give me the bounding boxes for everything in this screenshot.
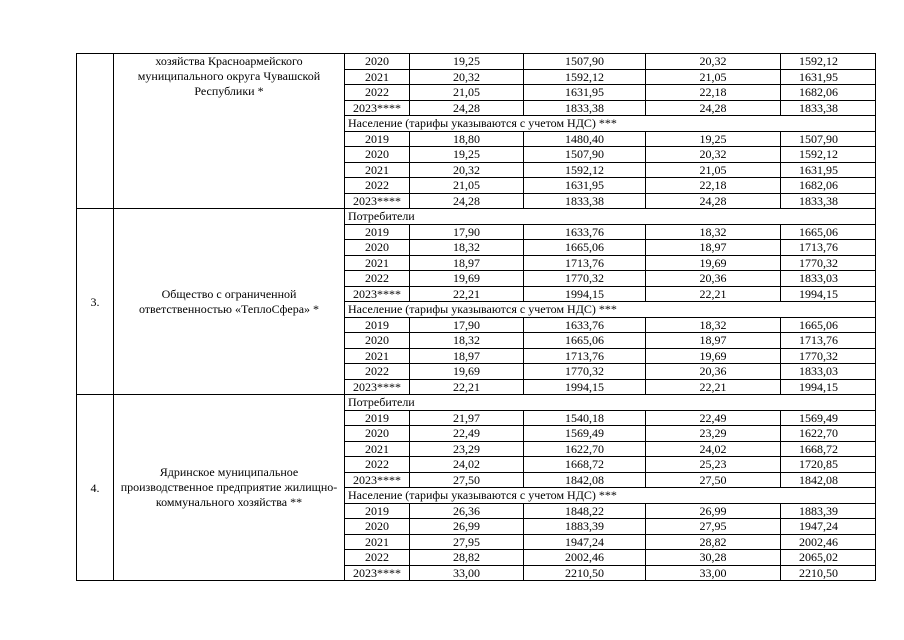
tariff-cell-2: 1833,38	[524, 193, 646, 209]
year-cell: 2022	[345, 550, 410, 566]
tariff-cell-4: 1682,06	[781, 85, 876, 101]
year-cell: 2019	[345, 317, 410, 333]
year-cell: 2020	[345, 54, 410, 70]
tariff-cell-3: 22,18	[646, 85, 781, 101]
tariff-cell-1: 24,02	[410, 457, 524, 473]
tariff-cell-3: 21,05	[646, 69, 781, 85]
tariff-cell-4: 1842,08	[781, 472, 876, 488]
table-row	[77, 54, 876, 70]
tariff-cell-3: 19,69	[646, 348, 781, 364]
tariff-cell-4: 1833,03	[781, 271, 876, 287]
tariff-cell-4: 1631,95	[781, 69, 876, 85]
tariff-cell-4: 1833,38	[781, 100, 876, 116]
tariff-cell-2: 1883,39	[524, 519, 646, 535]
tariff-cell-4: 1883,39	[781, 503, 876, 519]
tariff-cell-4: 1622,70	[781, 426, 876, 442]
tariff-cell-4: 1720,85	[781, 457, 876, 473]
tariff-cell-3: 25,23	[646, 457, 781, 473]
year-cell: 2022	[345, 271, 410, 287]
group-label-row	[77, 209, 876, 225]
tariff-cell-4: 1947,24	[781, 519, 876, 535]
tariff-cell-3: 19,69	[646, 255, 781, 271]
year-cell: 2021	[345, 162, 410, 178]
tariff-table-body	[77, 54, 876, 581]
tariff-cell-4: 1682,06	[781, 178, 876, 194]
tariff-cell-1: 22,49	[410, 426, 524, 442]
year-cell: 2020	[345, 426, 410, 442]
tariff-cell-4: 2210,50	[781, 565, 876, 581]
tariff-cell-2: 1507,90	[524, 54, 646, 70]
tariff-cell-4: 1665,06	[781, 317, 876, 333]
year-cell: 2022	[345, 178, 410, 194]
year-cell: 2019	[345, 224, 410, 240]
tariff-cell-2: 2210,50	[524, 565, 646, 581]
tariff-cell-2: 1947,24	[524, 534, 646, 550]
tariff-cell-4: 1631,95	[781, 162, 876, 178]
tariff-cell-1: 20,32	[410, 69, 524, 85]
year-cell: 2019	[345, 410, 410, 426]
tariff-cell-1: 21,05	[410, 178, 524, 194]
year-cell: 2023****	[345, 100, 410, 116]
tariff-cell-4: 1770,32	[781, 255, 876, 271]
tariff-cell-1: 19,25	[410, 54, 524, 70]
tariff-cell-2: 1631,95	[524, 85, 646, 101]
year-cell: 2022	[345, 364, 410, 380]
section-number: 3.	[77, 209, 114, 395]
tariff-cell-1: 19,69	[410, 271, 524, 287]
tariff-cell-2: 1842,08	[524, 472, 646, 488]
consumer-group-label: Население (тарифы указываются с учетом НДС) ***	[345, 302, 876, 318]
tariff-cell-2: 1770,32	[524, 364, 646, 380]
year-cell: 2020	[345, 240, 410, 256]
organization-name: Ядринское муниципальное производственное предприятие жилищно-коммунального хозяйства **	[114, 395, 345, 581]
group-label-row	[77, 395, 876, 411]
section-number	[77, 54, 114, 209]
tariff-cell-3: 24,28	[646, 193, 781, 209]
year-cell: 2023****	[345, 472, 410, 488]
tariff-cell-1: 19,25	[410, 147, 524, 163]
organization-name: Общество с ограниченной ответственностью «ТеплоСфера» *	[114, 209, 345, 395]
tariff-cell-4: 2002,46	[781, 534, 876, 550]
tariff-cell-1: 33,00	[410, 565, 524, 581]
tariff-cell-3: 27,95	[646, 519, 781, 535]
tariff-cell-2: 1507,90	[524, 147, 646, 163]
tariff-cell-2: 2002,46	[524, 550, 646, 566]
tariff-cell-4: 1994,15	[781, 379, 876, 395]
year-cell: 2019	[345, 503, 410, 519]
tariff-cell-3: 18,32	[646, 224, 781, 240]
tariff-cell-4: 1713,76	[781, 240, 876, 256]
year-cell: 2020	[345, 147, 410, 163]
tariff-cell-4: 1994,15	[781, 286, 876, 302]
tariff-cell-2: 1770,32	[524, 271, 646, 287]
tariff-cell-1: 26,99	[410, 519, 524, 535]
tariff-cell-4: 1833,03	[781, 364, 876, 380]
tariff-cell-2: 1848,22	[524, 503, 646, 519]
tariff-cell-2: 1569,49	[524, 426, 646, 442]
tariff-cell-1: 22,21	[410, 286, 524, 302]
tariff-cell-3: 22,21	[646, 379, 781, 395]
tariff-cell-3: 33,00	[646, 565, 781, 581]
consumer-group-label: Потребители	[345, 395, 876, 411]
tariff-cell-3: 18,32	[646, 317, 781, 333]
tariff-cell-3: 27,50	[646, 472, 781, 488]
tariff-cell-1: 18,80	[410, 131, 524, 147]
tariff-cell-4: 2065,02	[781, 550, 876, 566]
year-cell: 2020	[345, 519, 410, 535]
tariff-cell-3: 22,18	[646, 178, 781, 194]
year-cell: 2022	[345, 85, 410, 101]
tariff-cell-3: 22,21	[646, 286, 781, 302]
year-cell: 2021	[345, 441, 410, 457]
tariff-cell-3: 19,25	[646, 131, 781, 147]
tariff-cell-2: 1633,76	[524, 224, 646, 240]
tariff-cell-1: 28,82	[410, 550, 524, 566]
tariff-cell-2: 1833,38	[524, 100, 646, 116]
tariff-cell-2: 1480,40	[524, 131, 646, 147]
tariff-cell-3: 26,99	[646, 503, 781, 519]
tariff-cell-3: 20,32	[646, 54, 781, 70]
consumer-group-label: Потребители	[345, 209, 876, 225]
tariff-cell-4: 1592,12	[781, 54, 876, 70]
tariff-table	[76, 53, 876, 581]
year-cell: 2020	[345, 333, 410, 349]
tariff-cell-1: 26,36	[410, 503, 524, 519]
year-cell: 2023****	[345, 379, 410, 395]
tariff-cell-2: 1540,18	[524, 410, 646, 426]
tariff-cell-2: 1668,72	[524, 457, 646, 473]
year-cell: 2019	[345, 131, 410, 147]
tariff-cell-4: 1569,49	[781, 410, 876, 426]
tariff-cell-2: 1633,76	[524, 317, 646, 333]
tariff-cell-3: 23,29	[646, 426, 781, 442]
tariff-cell-1: 21,97	[410, 410, 524, 426]
tariff-cell-1: 18,97	[410, 255, 524, 271]
tariff-cell-1: 27,50	[410, 472, 524, 488]
organization-name: хозяйства Красноармейского муниципального округа Чувашской Республики *	[114, 54, 345, 209]
tariff-cell-3: 22,49	[646, 410, 781, 426]
tariff-cell-1: 20,32	[410, 162, 524, 178]
tariff-cell-2: 1665,06	[524, 240, 646, 256]
tariff-cell-1: 24,28	[410, 100, 524, 116]
tariff-cell-3: 24,28	[646, 100, 781, 116]
tariff-cell-3: 20,32	[646, 147, 781, 163]
year-cell: 2023****	[345, 286, 410, 302]
tariff-cell-2: 1622,70	[524, 441, 646, 457]
tariff-cell-2: 1994,15	[524, 286, 646, 302]
tariff-cell-4: 1770,32	[781, 348, 876, 364]
tariff-cell-1: 27,95	[410, 534, 524, 550]
consumer-group-label: Население (тарифы указываются с учетом НДС) ***	[345, 116, 876, 132]
year-cell: 2023****	[345, 565, 410, 581]
section-number: 4.	[77, 395, 114, 581]
tariff-cell-2: 1994,15	[524, 379, 646, 395]
tariff-cell-1: 24,28	[410, 193, 524, 209]
tariff-cell-4: 1507,90	[781, 131, 876, 147]
tariff-cell-3: 24,02	[646, 441, 781, 457]
year-cell: 2023****	[345, 193, 410, 209]
tariff-cell-3: 30,28	[646, 550, 781, 566]
tariff-cell-1: 18,32	[410, 240, 524, 256]
year-cell: 2021	[345, 534, 410, 550]
tariff-cell-4: 1665,06	[781, 224, 876, 240]
tariff-cell-1: 23,29	[410, 441, 524, 457]
tariff-cell-3: 18,97	[646, 333, 781, 349]
tariff-cell-4: 1833,38	[781, 193, 876, 209]
tariff-cell-2: 1713,76	[524, 348, 646, 364]
year-cell: 2021	[345, 348, 410, 364]
tariff-cell-2: 1631,95	[524, 178, 646, 194]
year-cell: 2021	[345, 69, 410, 85]
year-cell: 2022	[345, 457, 410, 473]
tariff-cell-3: 28,82	[646, 534, 781, 550]
tariff-cell-1: 18,32	[410, 333, 524, 349]
tariff-cell-1: 21,05	[410, 85, 524, 101]
year-cell: 2021	[345, 255, 410, 271]
tariff-cell-2: 1592,12	[524, 69, 646, 85]
consumer-group-label: Население (тарифы указываются с учетом НДС) ***	[345, 488, 876, 504]
tariff-cell-1: 17,90	[410, 224, 524, 240]
tariff-cell-3: 18,97	[646, 240, 781, 256]
tariff-cell-3: 20,36	[646, 271, 781, 287]
tariff-cell-3: 20,36	[646, 364, 781, 380]
tariff-cell-1: 18,97	[410, 348, 524, 364]
tariff-cell-1: 19,69	[410, 364, 524, 380]
tariff-cell-2: 1665,06	[524, 333, 646, 349]
tariff-cell-4: 1668,72	[781, 441, 876, 457]
tariff-cell-4: 1592,12	[781, 147, 876, 163]
tariff-cell-1: 22,21	[410, 379, 524, 395]
tariff-cell-3: 21,05	[646, 162, 781, 178]
tariff-cell-2: 1713,76	[524, 255, 646, 271]
tariff-cell-1: 17,90	[410, 317, 524, 333]
tariff-cell-4: 1713,76	[781, 333, 876, 349]
tariff-cell-2: 1592,12	[524, 162, 646, 178]
